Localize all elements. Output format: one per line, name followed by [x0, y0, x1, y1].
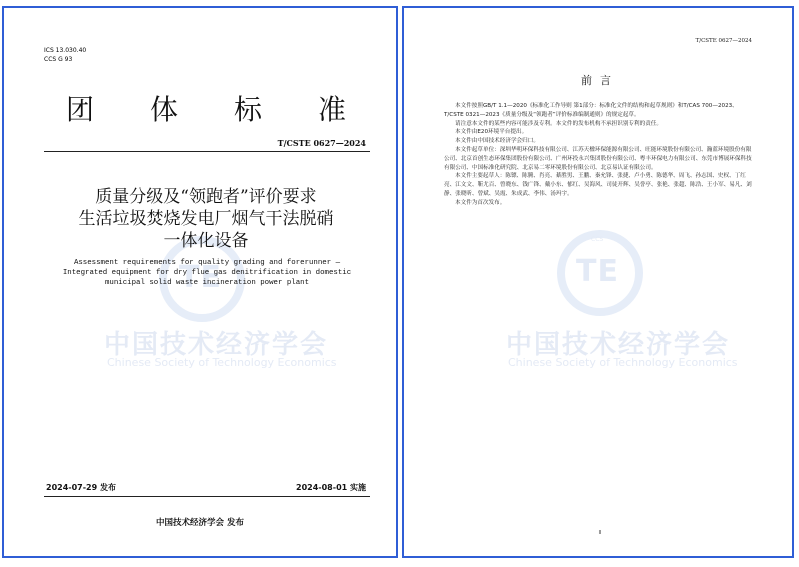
en-title-line: Integrated equipment for dry flue gas denitrification in domestic: [62, 269, 352, 277]
title-char: 标: [233, 93, 262, 126]
divider: [44, 496, 370, 497]
foreword-title: 前言: [581, 74, 619, 87]
implement-date: 2024-08-01 实施: [296, 483, 366, 492]
divider: [44, 151, 370, 152]
foreword-paragraph: 本文件主要起草人：陈镖、陈腾、肖亮、綦胜男、王鹏、秦允锋、张捷、卢小勇、陈德华、周飞、孙志国、史权、丁红亮、江文文、靳尤百、曾晓东、钱广锋、戴小东、郁红、吴海风、司徒开辉、吴誉亭、张艳、张超、陈浩、王小军、易凡、刘静、张晓昕、曾斌、吴霞、朱成武、李伟、汤玛宇。: [444, 173, 752, 197]
watermark-cn: 中国技术经济学会: [506, 330, 731, 360]
watermark-cn: 中国技术经济学会: [104, 330, 329, 360]
chinese-title: [56, 186, 356, 252]
title-char: 团: [66, 93, 95, 126]
cn-title-line: 生活垃圾焚烧发电厂烟气干法脱硝: [78, 209, 334, 229]
watermark-en: Chinese Society of Technology Economics: [107, 356, 337, 369]
cn-title-line: 一体化设备: [163, 231, 249, 251]
classification-codes: [44, 46, 86, 64]
foreword-paragraph: 本文件由中国技术经济学会归口。: [455, 138, 539, 145]
cn-title-line: 质量分级及“领跑者”评价要求: [95, 187, 317, 207]
title-char: 准: [317, 93, 346, 126]
foreword-paragraph: 本文件起草单位：深圳华明环保科技有限公司、江苏天楹环保能源有限公司、旺能环境股份有限公司、瀚蓝环境股份有限公司、北京首创生态环保集团股份有限公司、广州环投永兴集团股份有限公司、粤丰环保电力有限公司、东莞市博展环保科技有限公司、中国标准化研究院、北京易二零环境股份有限公司、北京易认证有限公司。: [444, 146, 752, 171]
english-title: [44, 258, 370, 288]
foreword-page: [402, 6, 794, 558]
publish-date: 2024-07-29 发布: [46, 483, 116, 492]
running-header: T/CSTE 0627—2024: [695, 38, 752, 44]
ics-code: ICS 13.030.40: [44, 47, 87, 54]
watermark-letters: TE: [576, 254, 619, 289]
title-char: 体: [149, 93, 178, 126]
en-title-line: Assessment requirements for quality grading and forerunner —: [73, 259, 341, 267]
standard-type-title: [66, 88, 346, 128]
watermark-en: Chinese Society of Technology Economics: [508, 356, 738, 369]
watermark-small-letters: CCS: [591, 236, 604, 243]
en-title-line: municipal solid waste incineration power plant: [104, 279, 309, 287]
standard-code: T/CSTE 0627—2024: [277, 138, 366, 148]
foreword-paragraph: 本文件按照GB/T 1.1—2020《标准化工作导则 第1部分：标准化文件的结构和起草规则》和T/CAS 700—2023、T/CSTE 0321—2023《质量分级及“领跑者”评价标准编制通则》的规定起草。: [444, 103, 738, 118]
publisher: 中国技术经济学会 发布: [156, 518, 244, 528]
ccs-code: CCS G 93: [44, 56, 73, 63]
cover-page: [2, 6, 398, 558]
watermark-letters: TE: [179, 260, 222, 295]
foreword-paragraph: 请注意本文件的某些内容可能涉及专利。本文件的发布机构不承担识别专利的责任。: [455, 120, 662, 127]
foreword-body: [444, 102, 756, 208]
foreword-paragraph: 本文件由E20环境平台提出。: [455, 129, 528, 136]
page-number: II: [598, 530, 602, 536]
foreword-paragraph: 本文件为首次发布。: [455, 199, 506, 206]
